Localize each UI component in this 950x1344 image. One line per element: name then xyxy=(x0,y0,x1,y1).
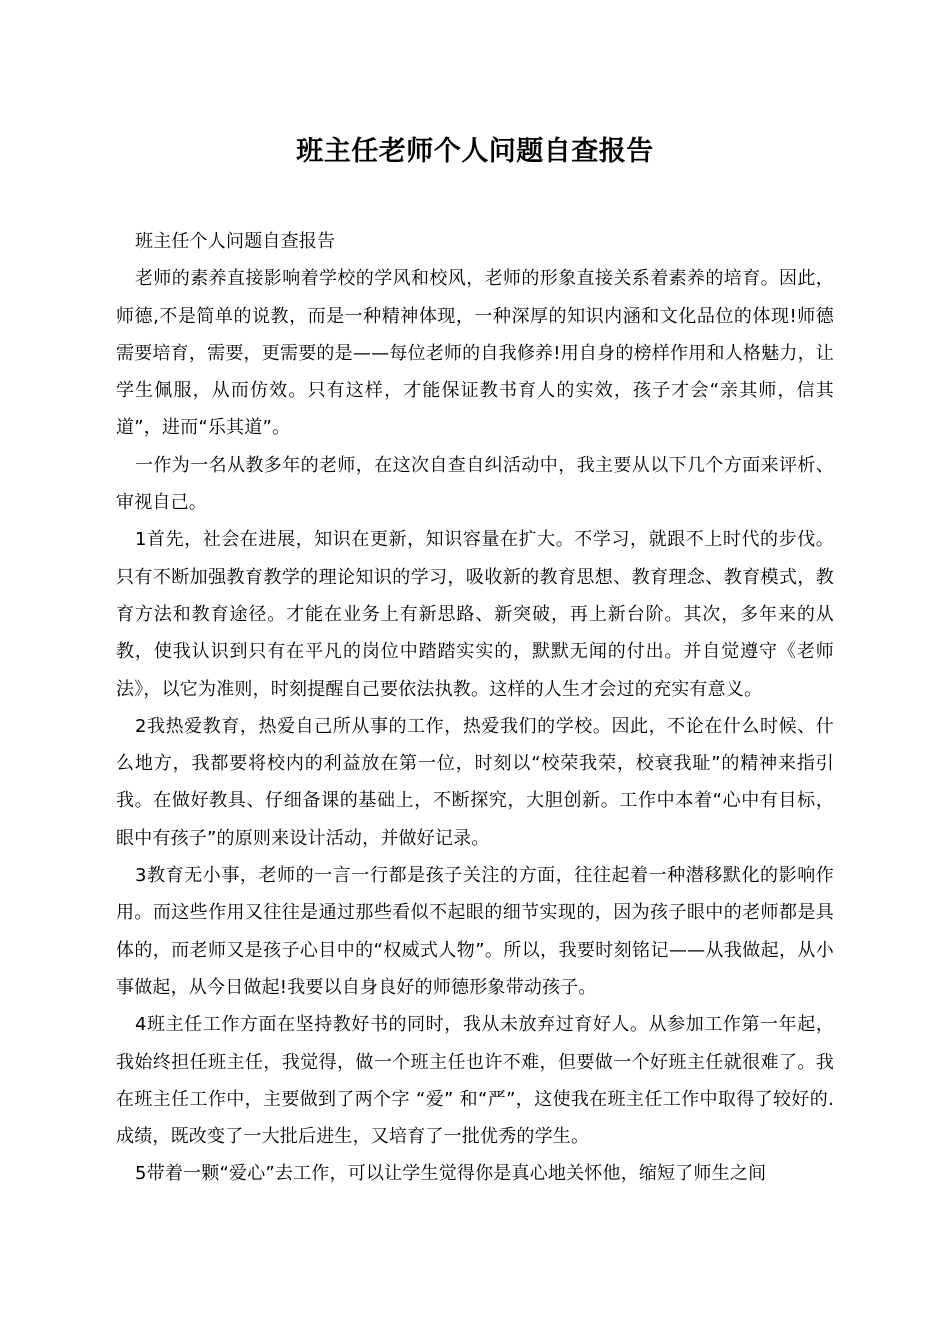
paragraph-point-3: 3教育无小事，老师的一言一行都是孩子关注的方面，往往起着一种潜移默化的影响作用。而这些作用又往往是通过那些看似不起眼的细节实现的，因为孩子眼中的老师都是具体的，而老师又是孩子心目中的“权威式人物”。所以，我要时刻铭记——从我做起，从小事做起，从今日做起!我要以自身良好的师德形象带动孩子。 xyxy=(116,865,834,998)
paragraph-point-2: 2我热爱教育，热爱自己所从事的工作，热爱我们的学校。因此，不论在什么时候、什么地方，我都要将校内的利益放在第一位，时刻以“校荣我荣，校衰我耻”的精神来指引我。在做好教具、仔细备课的基础上，不断探究，大胆创新。工作中本着“心中有目标，眼中有孩子”的原则来设计活动，并做好记录。 xyxy=(116,715,834,849)
paragraph-intro: 老师的素养直接影响着学校的学风和校风，老师的形象直接关系着素养的培育。因此，师德,不是简单的说教，而是一种精神体现，一种深厚的知识内涵和文化品位的体现!师德需要培育，需要，更需要的是——每位老师的自我修养!用自身的榜样作用和人格魅力，让学生佩服，从而仿效。只有这样，才能保证教书育人的实效，孩子才会“亲其师，信其道”，进而“乐其道”。 xyxy=(116,268,834,439)
document-body xyxy=(116,223,834,1193)
paragraph-point-5: 5带着一颗“爱心”去工作，可以让学生觉得你是真心地关怀他，缩短了师生之间 xyxy=(135,1163,767,1185)
paragraph-point-1: 1首先，社会在进展，知识在更新，知识容量在扩大。不学习，就跟不上时代的步伐。只有不断加强教育教学的理论知识的学习，吸收新的教育思想、教育理念、教育模式，教育方法和教育途径。才能在业务上有新思路、新突破，再上新台阶。其次，多年来的从教，使我认识到只有在平凡的岗位中踏踏实实的，默默无闻的付出。并自觉遵守《老师法》，以它为准则，时刻提醒自己要依法执教。这样的人生才会过的充实有意义。 xyxy=(116,529,834,700)
paragraph-subtitle: 班主任个人问题自查报告 xyxy=(135,231,336,252)
document-title: 班主任老师个人问题自查报告 xyxy=(296,136,654,167)
paragraph-overview: 一作为一名从教多年的老师，在这次自查自纠活动中，我主要从以下几个方面来评析、审视自己。 xyxy=(116,454,834,514)
paragraph-point-4: 4班主任工作方面在坚持教好书的同时，我从未放弃过育好人。从参加工作第一年起，我始终担任班主任，我觉得，做一个班主任也许不难，但要做一个好班主任就很难了。我在班主任工作中，主要做到了两个字 “爱” 和“严”，这使我在班主任工作中取得了较好的.成绩，既改变了一大批后进生，又培育了一批优秀的学生。 xyxy=(116,1014,834,1148)
